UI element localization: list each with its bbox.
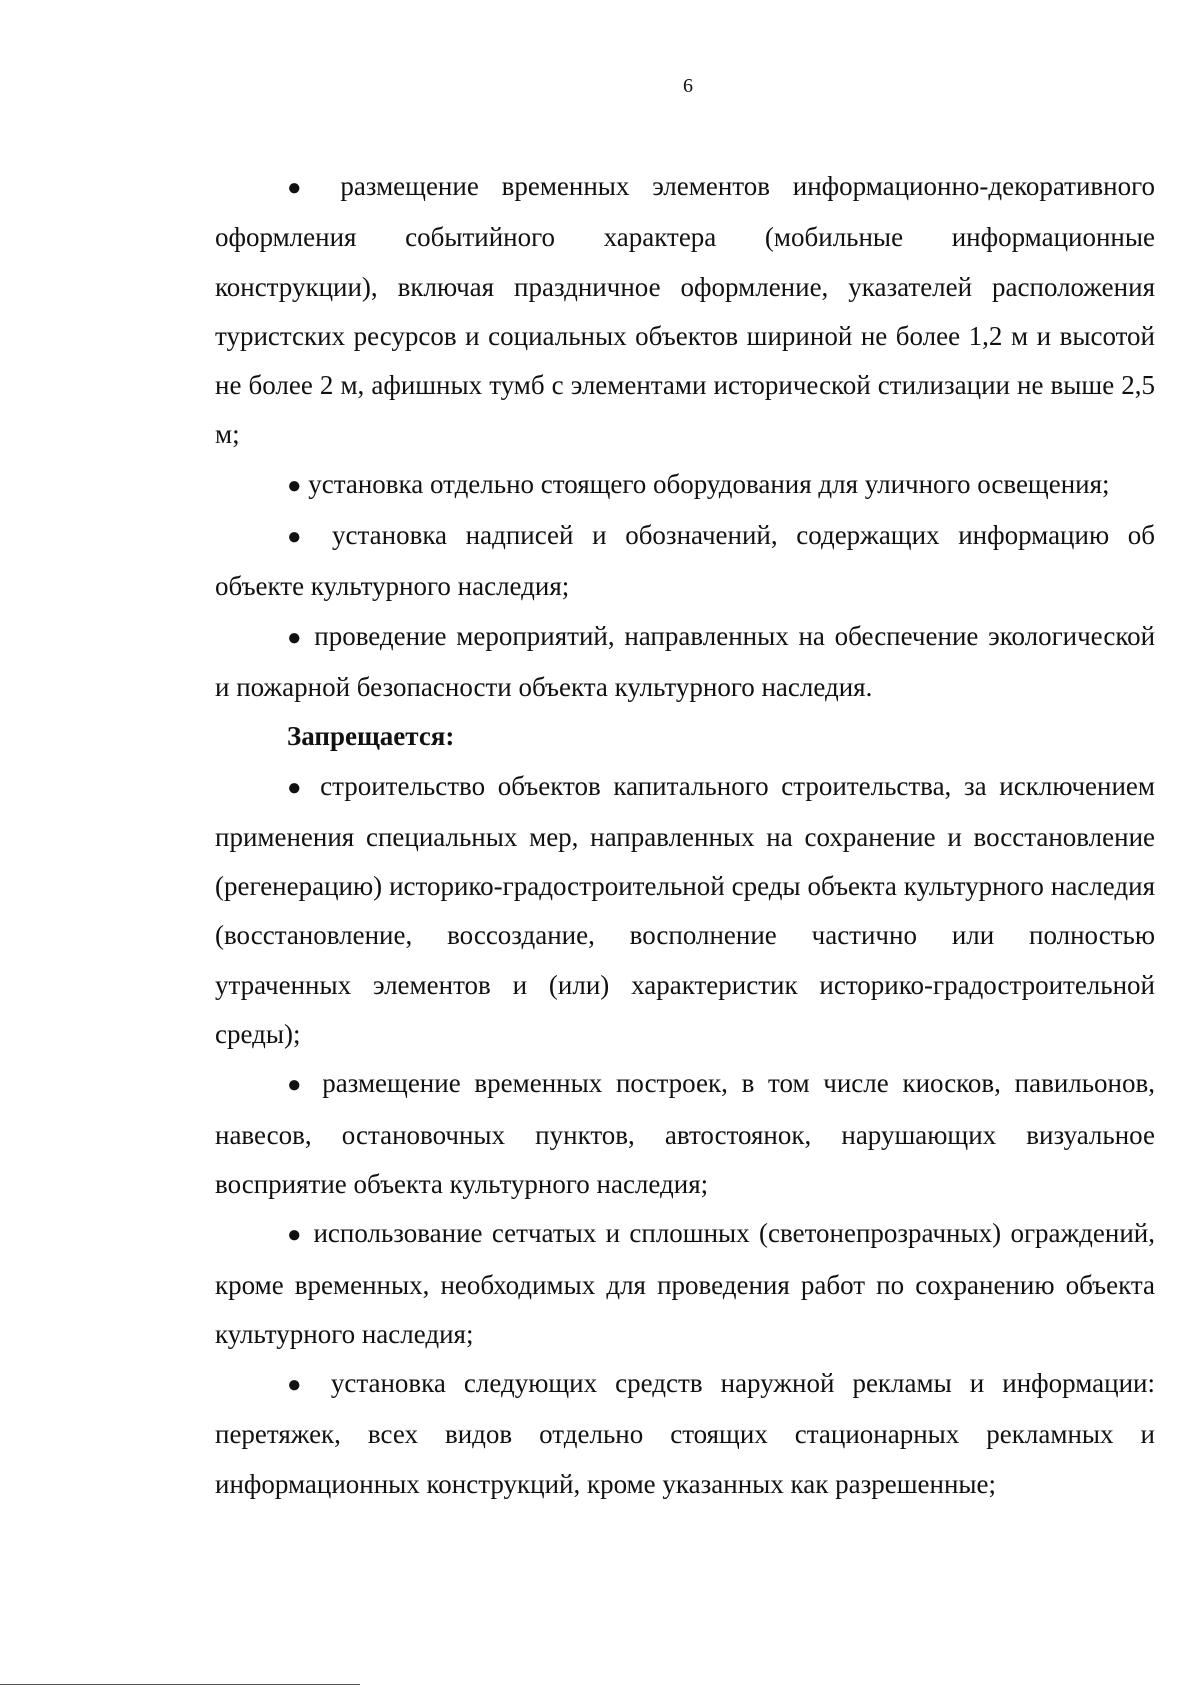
- bullet-icon: ●: [287, 472, 302, 499]
- bullet-icon: ●: [287, 175, 318, 201]
- paragraph-text: размещение временных элементов информационно-декоративного оформления событийного характера (мобильные информационные конструкции), включая праздничное оформление, указателей расположения туристских ресурсов и социальных объектов шириной не более 1,2 м и высотой не более 2 м, афишных тумб с элементами исторической стилизации не выше 2,5 м;: [215, 171, 1156, 450]
- paragraph-temporary-buildings: [215, 1059, 1155, 1209]
- paragraph-text: проведение мероприятий, направленных на обеспечение экологической и пожарной безопасности объекта культурного наследия.: [215, 620, 1156, 702]
- paragraph-text: установка отдельно стоящего оборудования для уличного освещения;: [308, 468, 1110, 499]
- bullet-icon: ●: [287, 774, 308, 801]
- paragraph-text: установка следующих средств наружной рекламы и информации: перетяжек, всех видов отдельно стоящих стационарных рекламных и информационных конструкций, кроме указанных как разрешенные;: [215, 1368, 1155, 1499]
- bullet-icon: ●: [287, 524, 314, 551]
- bullet-icon: ●: [287, 1222, 305, 1249]
- paragraph-text: использование сетчатых и сплошных (светонепрозрачных) ограждений, кроме временных, необходимых для проведения работ по сохранению объекта культурного наследия;: [215, 1218, 1155, 1349]
- paragraph-temporary-decor: [215, 162, 1155, 460]
- bullet-icon: ●: [287, 1072, 309, 1099]
- paragraph-text: установка надписей и обозначений, содержащих информацию об объекте культурного наследия;: [215, 520, 1156, 602]
- section-heading-prohibited: Запрещается:: [287, 721, 455, 752]
- paragraph-outdoor-advertising: [215, 1359, 1155, 1509]
- bullet-icon: ●: [287, 1372, 313, 1399]
- scan-edge-line: [0, 1684, 360, 1685]
- paragraph-fences: [215, 1209, 1155, 1359]
- paragraph-text: размещение временных построек, в том числе киосков, павильонов, навесов, остановочных пунктов, автостоянок, нарушающих визуальное восприятие объекта культурного наследия;: [215, 1068, 1156, 1199]
- paragraph-capital-construction: [215, 762, 1155, 1060]
- document-body: [215, 162, 1155, 1509]
- paragraph-safety-measures: [215, 612, 1155, 713]
- bullet-icon: ●: [287, 624, 305, 651]
- paragraph-text: строительство объектов капитального строительства, за исключением применения специальных мер, направленных на сохранение и восстановление (регенерацию) историко-градостроительной среды объекта культурного наследия (восстановление, воссоздание, восполнение частично или полностью утраченных элементов и (или) характеристик историко-градостроительной среды);: [215, 770, 1155, 1050]
- page-number: 6: [683, 75, 693, 97]
- paragraph-street-lighting: [215, 460, 1155, 511]
- paragraph-inscriptions: [215, 511, 1155, 612]
